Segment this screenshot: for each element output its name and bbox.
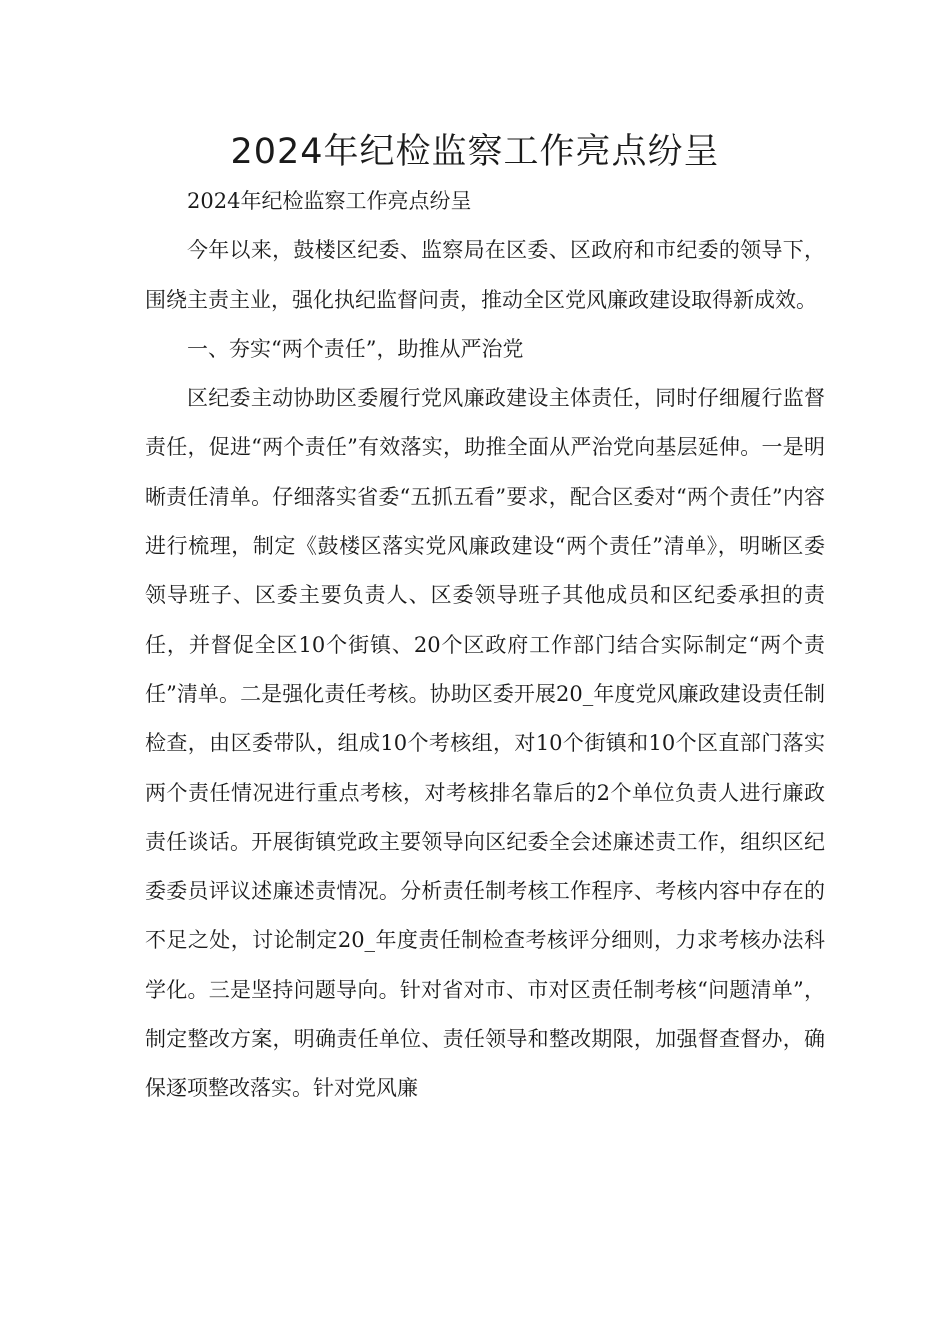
section-heading: 一、夯实“两个责任”，助推从严治党 (187, 336, 524, 361)
paragraph-intro: 今年以来，鼓楼区纪委、监察局在区委、区政府和市纪委的领导下，围绕主责主业，强化执纪监督问责，推动全区党风廉政建设取得新成效。 (145, 238, 825, 312)
paragraph-subtitle: 2024年纪检监察工作亮点纷呈 (187, 189, 472, 213)
document-body (145, 177, 825, 1114)
document-title: 2024年纪检监察工作亮点纷呈 (230, 132, 720, 172)
paragraph-body: 区纪委主动协助区委履行党风廉政建设主体责任，同时仔细履行监督责任，促进“两个责任”有效落实，助推全面从严治党向基层延伸。一是明晰责任清单。仔细落实省委“五抓五看”要求，配合区委对“两个责任”内容进行梳理，制定《鼓楼区落实党风廉政建设“两个责任”清单》，明晰区委领导班子、区委主要负责人、区委领导班子其他成员和区纪委承担的责任，并督促全区10个街镇、20个区政府工作部门结合实际制定“两个责任”清单。二是强化责任考核。协助区委开展20_年度党风廉政建设责任制检查，由区委带队，组成10个考核组，对10个街镇和10个区直部门落实两个责任情况进行重点考核，对考核排名靠后的2个单位负责人进行廉政责任谈话。开展街镇党政主要领导向区纪委全会述廉述责工作，组织区纪委委员评议述廉述责情况。分析责任制考核工作程序、考核内容中存在的不足之处，讨论制定20_年度责任制检查考核评分细则，力求考核办法科学化。三是坚持问题导向。针对省对市、市对区责任制考核“问题清单”，制定整改方案，明确责任单位、责任领导和整改期限，加强督查督办，确保逐项整改落实。针对党风廉 (145, 386, 825, 1101)
